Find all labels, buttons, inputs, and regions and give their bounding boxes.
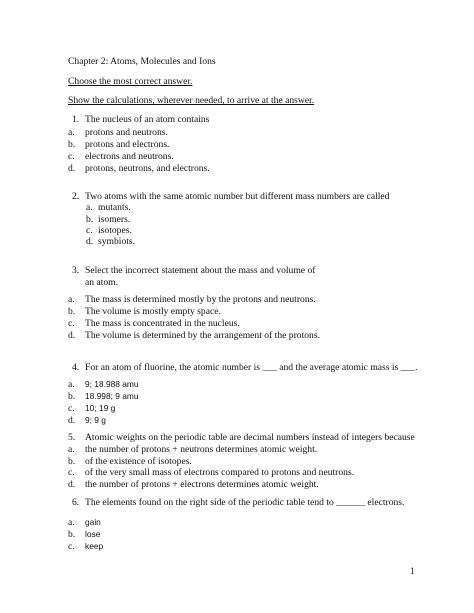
question-number: 3. [72,265,80,276]
option-text: 10; 19 g [85,403,116,413]
option-text: the number of protons + neutrons determines atomic weight. [85,444,318,455]
option-letter: d. [68,330,76,341]
option-text: of the very small mass of electrons compared to protons and neutrons. [85,467,355,478]
option-text: the number of protons + electrons determines atomic weight. [85,479,319,490]
option-letter: d. [68,163,76,174]
option-letter: b. [68,139,76,150]
option-letter: a. [68,127,75,138]
option-text: protons and electrons. [85,139,170,150]
question-text: The nucleus of an atom contains [85,114,210,125]
page-number: 1 [410,566,415,577]
option-text: protons and neutrons. [85,127,168,138]
question-number: 6. [72,497,80,508]
option-text: isomers. [98,214,131,225]
question-number: 4. [72,362,80,373]
option-letter: b. [86,214,94,225]
option-text: The mass is determined mostly by the protons and neutrons. [85,294,316,305]
option-text: symbiots. [98,236,136,247]
option-text: 18.998; 9 amu [85,391,139,401]
option-letter: c. [68,467,75,478]
question-number: 1. [72,114,80,125]
option-text: protons, neutrons, and electrons. [85,163,210,174]
option-text: lose [85,529,101,539]
option-letter: d. [68,479,76,490]
option-text: keep [85,541,104,551]
option-letter: b. [68,391,76,402]
option-text: isotopes. [98,225,132,236]
option-letter: a. [68,517,75,528]
instruction-choose: Choose the most correct answer. [68,76,193,87]
question-number: 2. [72,191,80,202]
option-text: The volume is determined by the arrangement of the protons. [85,330,320,341]
option-text: electrons and neutrons. [85,151,174,162]
option-letter: c. [68,403,75,414]
option-letter: b. [68,456,76,467]
option-letter: b. [68,306,76,317]
question-text: Atomic weights on the periodic table are decimal numbers instead of integers because [85,432,415,443]
question-text: Two atoms with the same atomic number but different mass numbers are called [85,191,390,202]
option-letter: c. [86,225,93,236]
question-number: 5. [68,432,76,443]
option-letter: d. [68,415,76,426]
question-text: The elements found on the right side of the periodic table tend to ______ electrons. [85,497,405,508]
option-letter: b. [68,529,76,540]
option-text: The volume is mostly empty space. [85,306,221,317]
option-letter: d. [86,236,94,247]
option-letter: a. [86,202,93,213]
option-text: mutants. [98,202,131,213]
option-letter: a. [68,444,75,455]
option-text: The mass is concentrated in the nucleus. [85,318,240,329]
option-letter: c. [68,541,75,552]
question-text-line-2: an atom. [85,277,119,288]
option-text: 9; 9 g [85,415,106,425]
chapter-title: Chapter 2: Atoms, Molecules and Ions [68,56,216,67]
option-letter: c. [68,318,75,329]
option-letter: a. [68,294,75,305]
option-text: of the existence of isotopes. [85,456,192,467]
option-text: 9; 18.988 amu [85,379,139,389]
instruction-show-calculations: Show the calculations, wherever needed, to arrive at the answer. [68,95,315,106]
question-text: For an atom of fluorine, the atomic number is ___ and the average atomic mass is ___. [85,362,418,373]
question-text-line-1: Select the incorrect statement about the mass and volume of [85,265,316,276]
option-letter: a. [68,379,75,390]
option-letter: c. [68,151,75,162]
option-text: gain [85,517,101,527]
